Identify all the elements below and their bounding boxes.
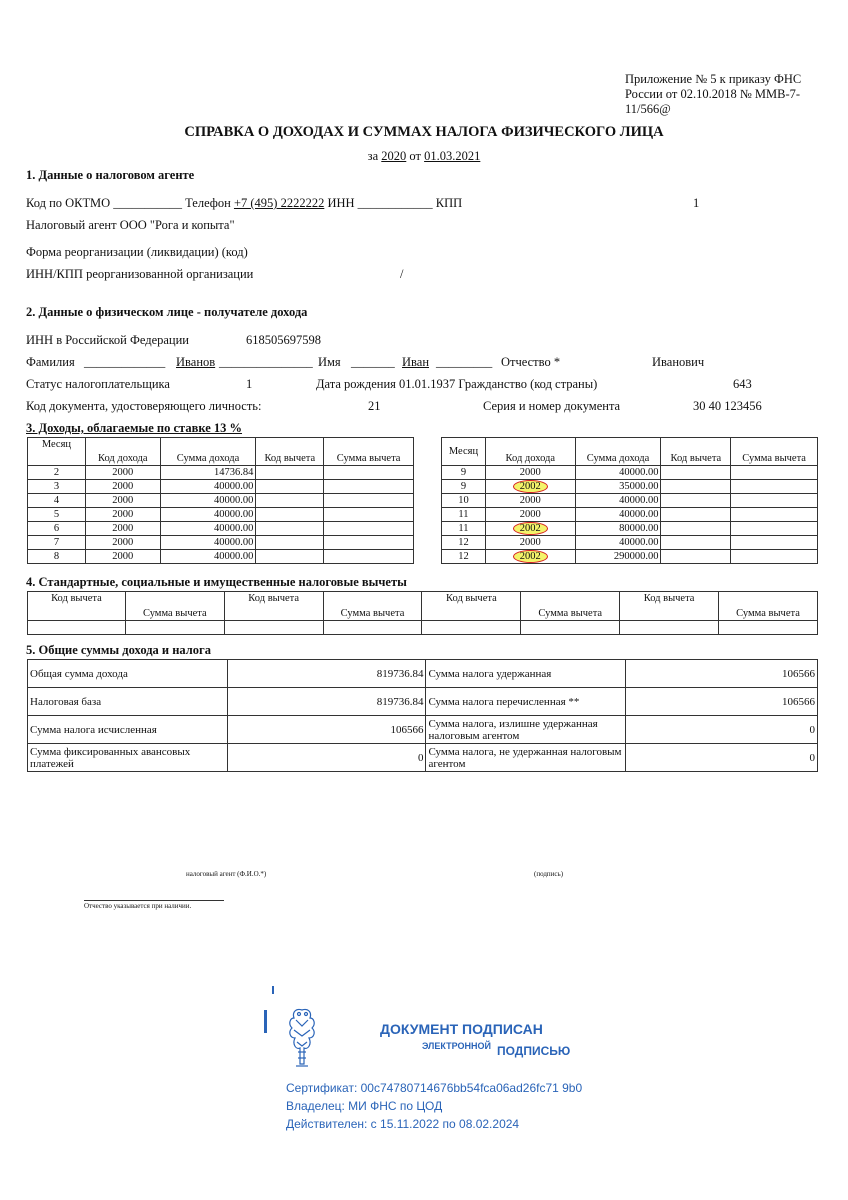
section3-heading: 3. Доходы, облагаемые по ставке 13 %	[26, 421, 243, 435]
income-row: 4 2000 40000.00	[28, 494, 414, 508]
footnote: Отчество указывается при наличии.	[84, 902, 192, 910]
stamp-title: ДОКУМЕНТ ПОДПИСАН	[380, 1021, 543, 1037]
series-value: 30 40 123456	[693, 399, 762, 413]
section2-heading: 2. Данные о физическом лице - получателе дохода	[26, 305, 308, 319]
totals-row: Сумма фиксированных авансовых платежей 0 Сумма налога, не удержанная налоговым агентом 0	[28, 744, 818, 772]
income-row: 5 2000 40000.00	[28, 508, 414, 522]
reorg-form: Форма реорганизации (ликвидации) (код)	[26, 245, 248, 259]
highlighted-code: 2002	[513, 522, 548, 535]
income-row: 3 2000 40000.00	[28, 480, 414, 494]
totals-table	[27, 659, 818, 772]
deductions-table: Код вычета Сумма вычета Код вычета Сумма вычета Код вычета Сумма вычета Код вычета Сумма вычета	[27, 591, 818, 635]
reorg-slash: /	[400, 267, 404, 281]
stamp-certificate: Сертификат: 00c74780714676bb54fca06ad26fc71 9b0	[286, 1081, 583, 1095]
status-label: Статус налогоплательщика	[26, 377, 170, 391]
agent-name: Налоговый агент ООО "Рога и копыта"	[26, 218, 235, 232]
income-row: 12 2002 290000.00	[442, 550, 818, 564]
period-line: за 2020 от 01.03.2021	[367, 149, 481, 163]
document-title: СПРАВКА О ДОХОДАХ И СУММАХ НАЛОГА ФИЗИЧЕСКОГО ЛИЦА	[184, 124, 664, 140]
income-row: 7 2000 40000.00	[28, 536, 414, 550]
doc-code: 21	[368, 399, 381, 413]
name-value: Иван	[402, 355, 430, 369]
section5-heading: 5. Общие суммы дохода и налога	[26, 643, 211, 657]
surname-value: Иванов	[176, 355, 216, 369]
status-value: 1	[246, 377, 253, 391]
reorg-inn: ИНН/КПП реорганизованной организации	[26, 267, 254, 281]
totals-row: Налоговая база 819736.84 Сумма налога перечисленная ** 106566	[28, 688, 818, 716]
totals-row: Общая сумма дохода 819736.84 Сумма налога удержанная 106566	[28, 660, 818, 688]
income-row: 11 2002 80000.00	[442, 522, 818, 536]
name-label: Имя	[318, 355, 341, 369]
stamp-validity: Действителен: с 15.11.2022 по 08.02.2024	[286, 1117, 520, 1131]
patronymic-value: Иванович	[652, 355, 705, 369]
stamp-owner: Владелец: МИ ФНС по ЦОД	[286, 1099, 443, 1113]
oktmo-line: Код по ОКТМО ___________ Телефон +7 (495) 2222222 ИНН ____________ КПП	[26, 196, 463, 210]
person-inn-label: ИНН в Российской Федерации	[26, 333, 189, 347]
highlighted-code: 2002	[513, 480, 548, 493]
patronymic-label: Отчество *	[501, 355, 561, 369]
highlighted-code: 2002	[513, 550, 548, 563]
income-row: 9 2002 35000.00	[442, 480, 818, 494]
income-table-left: Месяц Код дохода Сумма дохода Код вычета Сумма вычета 2 2000 14736.84 3 2000 40000.00 4 2000 40000.00 5 2000 40000.00 6 2000 40000.00 7 2000 40000.00 8 2000 40000.00	[27, 437, 414, 564]
section1-heading: 1. Данные о налоговом агенте	[26, 168, 195, 182]
doc-label: Код документа, удостоверяющего личность:	[26, 399, 262, 413]
income-row: 2 2000 14736.84	[28, 466, 414, 480]
income-row: 11 2000 40000.00	[442, 508, 818, 522]
signature-label: (подпись)	[534, 870, 564, 878]
income-row: 8 2000 40000.00	[28, 550, 414, 564]
kpp-code-value: 1	[693, 196, 700, 210]
totals-row: Сумма налога исчисленная 106566 Сумма налога, излишне удержанная налоговым агентом 0	[28, 716, 818, 744]
eagle-emblem-icon	[282, 1004, 322, 1072]
appendix-note: Приложение № 5 к приказу ФНС России от 02.10.2018 № ММВ-7- 11/566@	[625, 72, 802, 116]
surname-label: Фамилия	[26, 355, 75, 369]
stamp-corner-mark	[272, 986, 274, 994]
birth-label: Дата рождения 01.01.1937 Гражданство (код страны)	[316, 377, 598, 391]
section4-heading: 4. Стандартные, социальные и имущественные налоговые вычеты	[26, 575, 407, 589]
income-row: 12 2000 40000.00	[442, 536, 818, 550]
country-code: 643	[733, 377, 752, 391]
person-inn-value: 618505697598	[246, 333, 321, 347]
footnote-divider	[84, 900, 224, 901]
agent-fio-label: налоговый агент (Ф.И.О.*)	[186, 870, 267, 878]
income-row: 9 2000 40000.00	[442, 466, 818, 480]
agent-phone: +7 (495) 2222222	[233, 196, 325, 210]
income-row: 10 2000 40000.00	[442, 494, 818, 508]
series-label: Серия и номер документа	[483, 399, 621, 413]
income-table-right: Месяц Код дохода Сумма дохода Код вычета Сумма вычета 9 2000 40000.00 9 2002 35000.00 10 2000 40000.00 11 2000 40000.00 11 2002 80000.00 12 2000 40000.00 12 2002 290000.00	[441, 437, 818, 564]
stamp-frame-bar	[264, 1010, 267, 1033]
income-row: 6 2000 40000.00	[28, 522, 414, 536]
